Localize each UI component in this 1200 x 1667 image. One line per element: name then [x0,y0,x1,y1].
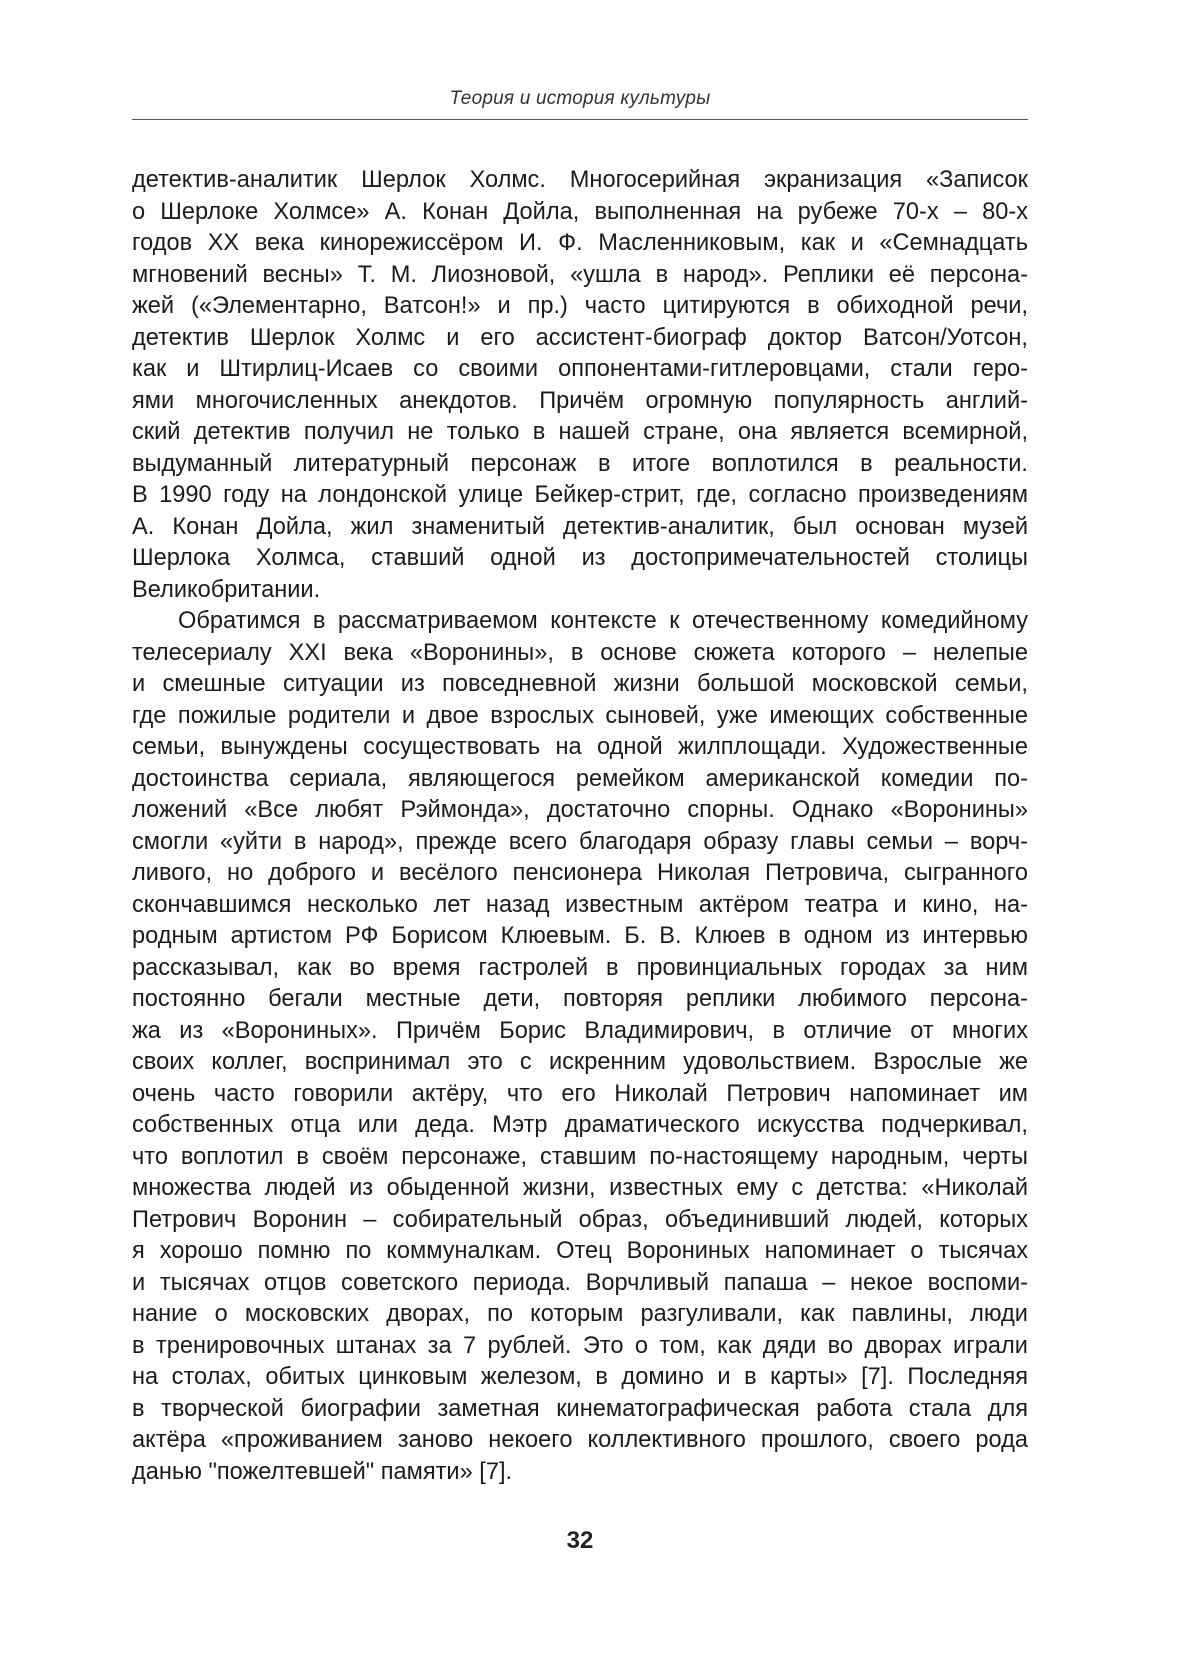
text-line: множества людей из обыденной жизни, известных ему с детства: «Николай [132,1175,1028,1201]
text-line: нание о московских дворах, по которым разгуливали, как павлины, люди [132,1301,1028,1327]
text-line: ложений «Все любят Рэймонда», достаточно спорны. Однако «Воронины» [132,797,1028,823]
text-line: ливого, но доброго и весёлого пенсионера Николая Петровича, сыгранного [132,860,1028,886]
text-line: мгновений весны» Т. М. Лиозновой, «ушла в народ». Реплики её персона- [132,261,1028,288]
text-line: смогли «уйти в народ», прежде всего благодаря образу главы семьи – ворч- [132,828,1028,855]
text-line: скончавшимся несколько лет назад известным актёром театра и кино, на- [132,891,1028,918]
text-line: годов XX века кинорежиссёром И. Ф. Масленниковым, как и «Семнадцать [132,230,1028,256]
paragraph [132,165,1028,606]
text-line: актёра «проживанием заново некоего коллективного прошлого, своего рода [132,1427,1028,1453]
text-line: и тысячах отцов советского периода. Ворчливый папаша – некое воспоми- [132,1269,1028,1296]
text-line: собственных отца или деда. Мэтр драматического искусства подчеркивал, [132,1112,1028,1138]
text-line: Обратимся в рассматриваемом контексте к отечественному комедийному [178,608,1028,634]
text-line: Великобритании. [132,576,321,603]
text-line: выдуманный литературный персонаж в итоге воплотился в реальности. [132,450,1028,477]
text-line: как и Штирлиц-Исаев со своими оппонентами-гитлеровцами, стали геро- [132,356,1028,382]
text-line: достоинства сериала, являющегося ремейком американской комедии по- [132,765,1028,792]
text-line: телесериалу XXI века «Воронины», в основе сюжета которого – нелепые [132,639,1028,666]
text-line: своих коллег, воспринимал это с искренним удовольствием. Взрослые же [132,1049,1028,1075]
text-line: в творческой биографии заметная кинематографическая работа стала для [132,1395,1028,1422]
text-line: о Шерлоке Холмсе» А. Конан Дойла, выполненная на рубеже 70-х – 80-х [132,198,1028,225]
text-line: где пожилые родители и двое взрослых сыновей, уже имеющих собственные [132,702,1028,729]
text-line: В 1990 году на лондонской улице Бейкер-стрит, где, согласно произведениям [132,482,1028,508]
text-line: данью "пожелтевшей" памяти» [7]. [132,1458,513,1485]
text-line: семьи, вынуждены сосуществовать на одной жилплощади. Художественные [132,734,1028,760]
text-line: я хорошо помню по коммуналкам. Отец Ворониных напоминает о тысячах [132,1238,1028,1264]
header-rule [132,119,1028,120]
text-line: жа из «Ворониных». Причём Борис Владимирович, в отличие от многих [132,1017,1028,1044]
text-line: А. Конан Дойла, жил знаменитый детектив-аналитик, был основан музей [132,513,1028,540]
text-line: что воплотил в своём персонаже, ставшим по-настоящему народным, черты [132,1143,1028,1170]
running-header: Теория и история культуры [449,88,711,109]
text-line: на столах, обитых цинковым железом, в домино и в карты» [7]. Последняя [132,1364,1028,1390]
text-line: в тренировочных штанах за 7 рублей. Это о том, как дяди во дворах играли [132,1332,1028,1359]
text-line: постоянно бегали местные дети, повторяя реплики любимого персона- [132,986,1028,1012]
text-line: рассказывал, как во время гастролей в провинциальных городах за ним [132,954,1028,981]
text-line: Шерлока Холмса, ставший одной из достопримечательностей столицы [132,545,1028,571]
text-line: ский детектив получил не только в нашей стране, она является всемирной, [132,419,1028,445]
text-line: детектив-аналитик Шерлок Холмс. Многосерийная экранизация «Записок [132,167,1028,193]
text-line: детектив Шерлок Холмс и его ассистент-биограф доктор Ватсон/Уотсон, [132,324,1028,351]
paragraph [132,606,1028,1488]
text-line: жей («Элементарно, Ватсон!» и пр.) часто цитируются в обиходной речи, [132,293,1028,319]
text-line: и смешные ситуации из повседневной жизни большой московской семьи, [132,671,1028,697]
text-line: очень часто говорили актёру, что его Николай Петрович напоминает им [132,1080,1028,1107]
page-number: 32 [566,1527,594,1554]
text-line: Петрович Воронин – собирательный образ, объединивший людей, которых [132,1206,1028,1233]
body-text [132,165,1028,1488]
text-line: ями многочисленных анекдотов. Причём огромную популярность англий- [132,387,1028,414]
text-line: родным артистом РФ Борисом Клюевым. Б. В. Клюев в одном из интервью [132,923,1028,949]
